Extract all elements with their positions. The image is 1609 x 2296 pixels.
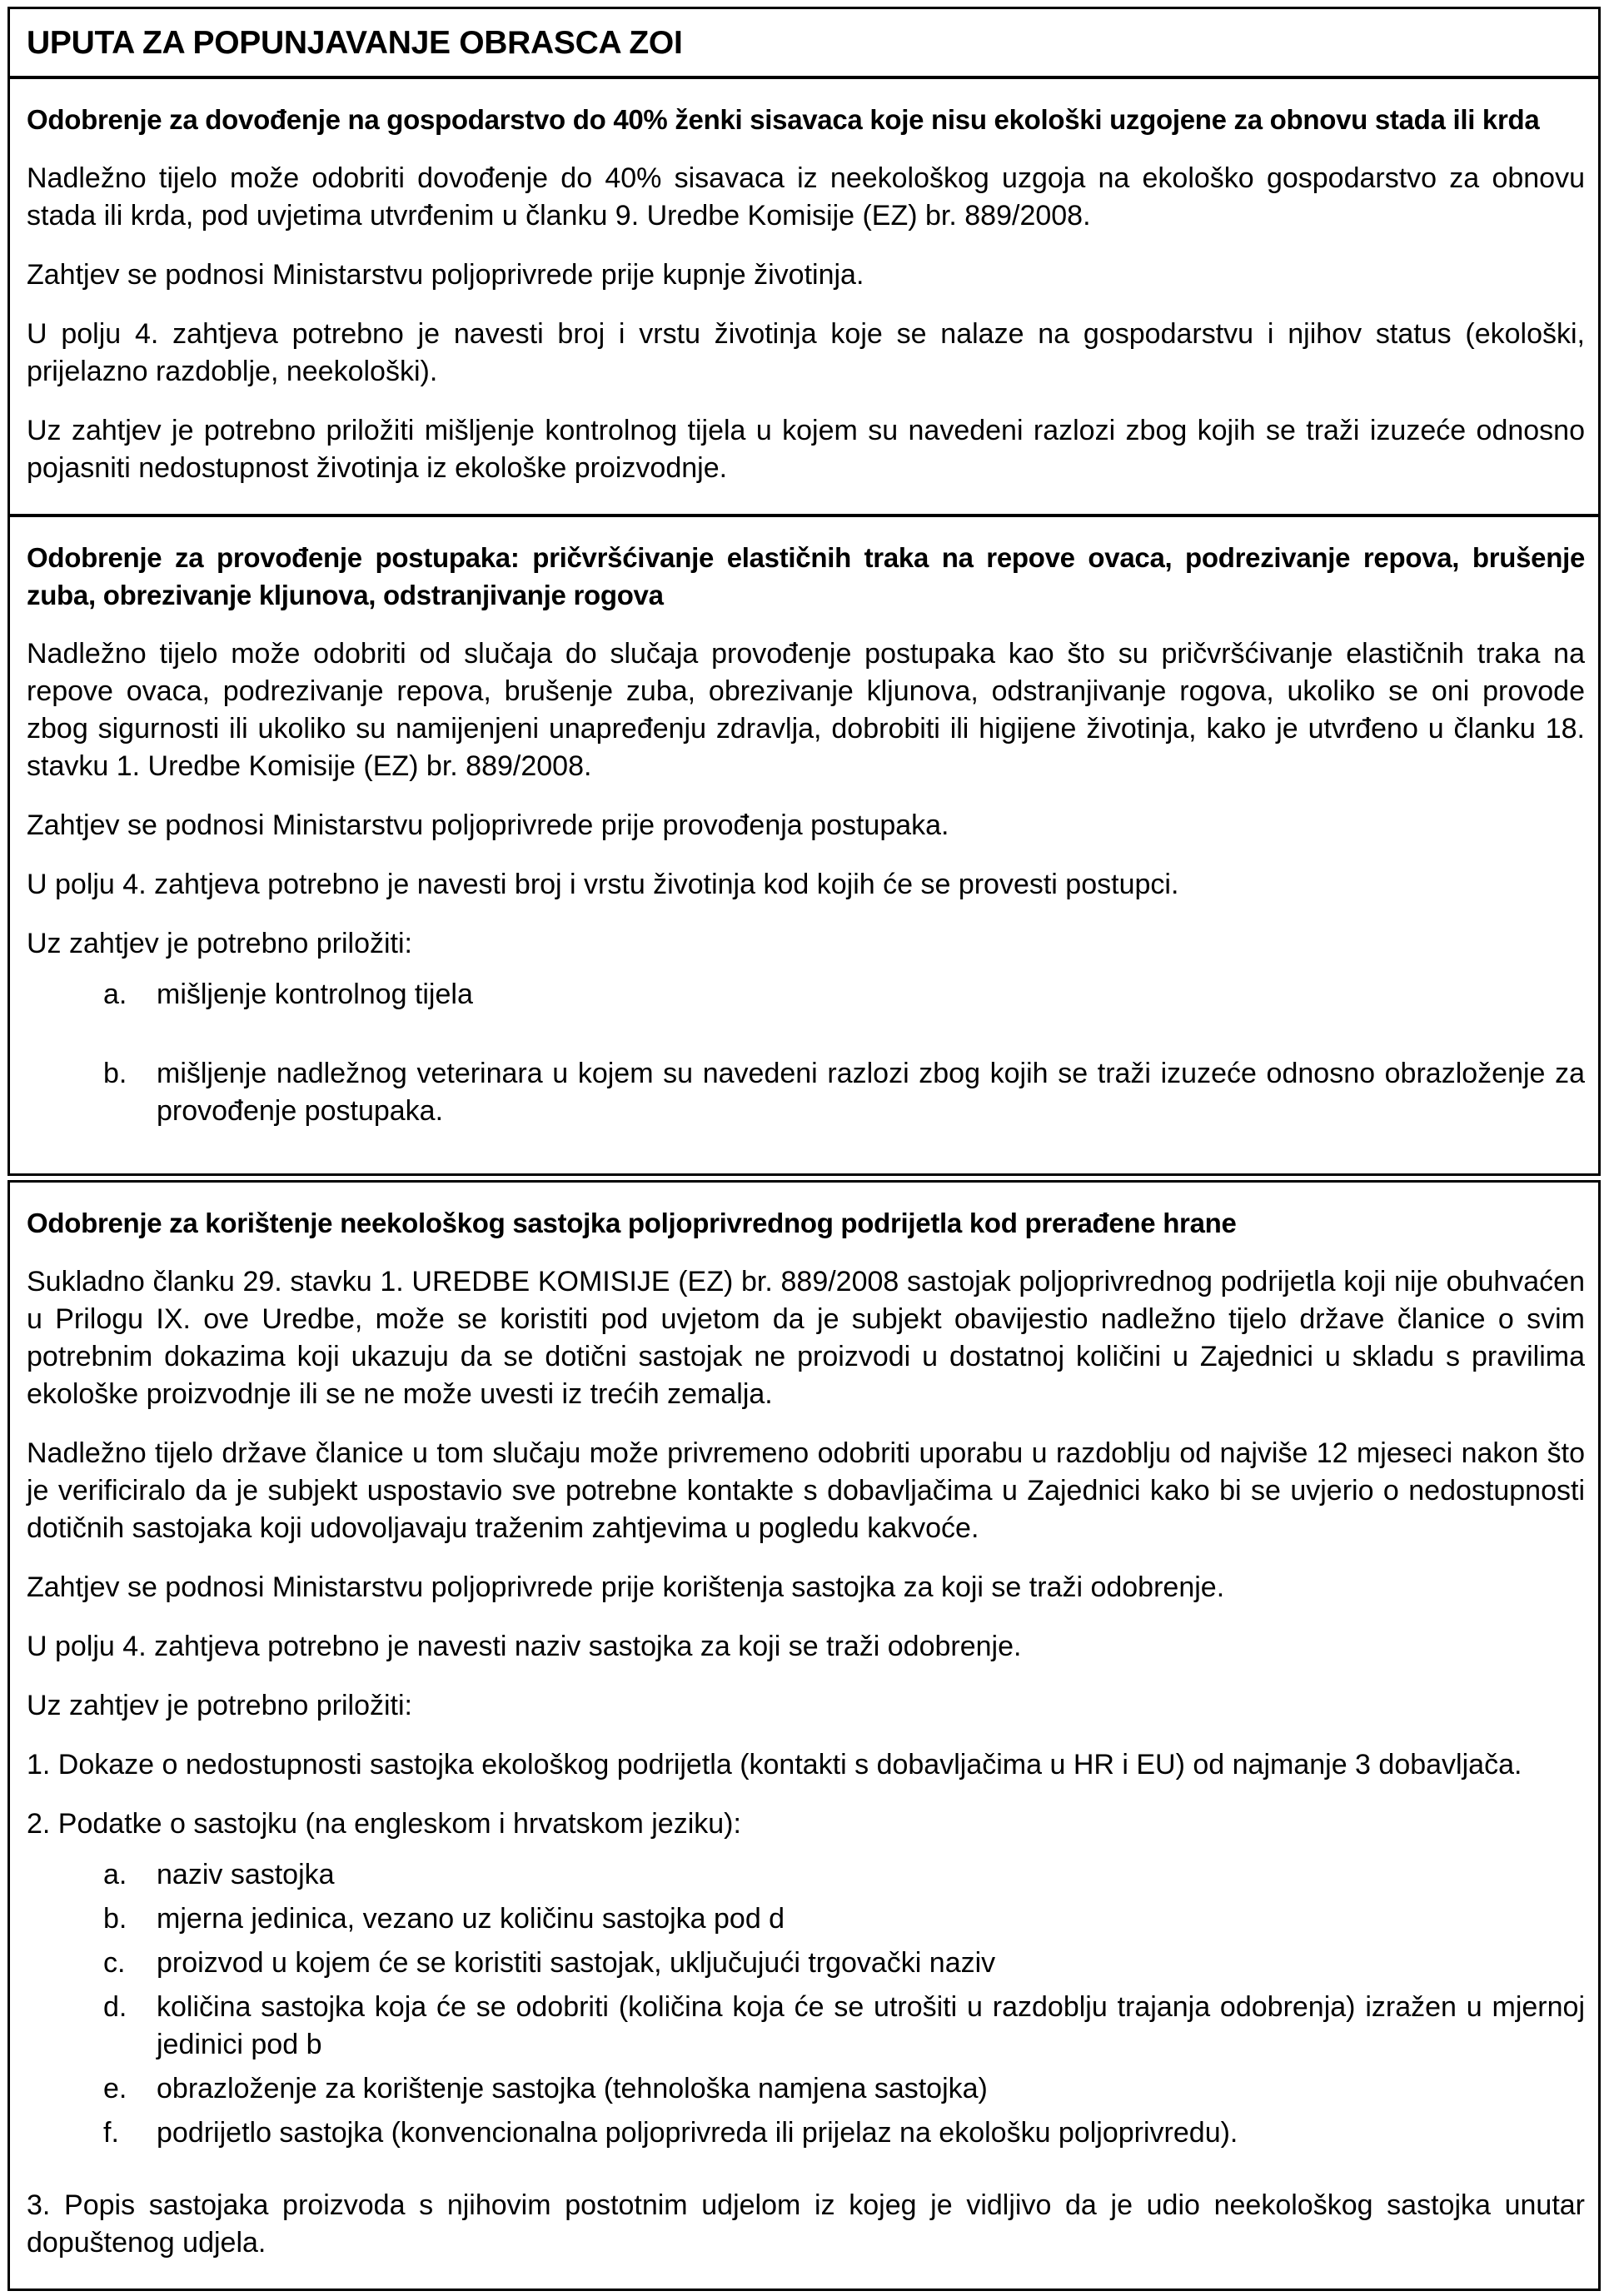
paragraph: Nadležno tijelo države članice u tom slučaju može privremeno odobriti uporabu u razdoblju od najviše 12 mjeseci nakon što je verificiralo da je subjekt uspostavio sve potrebne kontakte s dobavljačima u Zajednici kako bi se uvjerio o nedostupnosti dotičnih sastojaka koji udovoljavaju traženim zahtjevima u pogledu kakvoće. bbox=[27, 1437, 1585, 1544]
paragraph: Zahtjev se podnosi Ministarstvu poljoprivrede prije kupnje životinja. bbox=[27, 259, 864, 291]
list-item-text: proizvod u kojem će se koristiti sastojak, uključujući trgovački naziv bbox=[157, 1947, 996, 1979]
numbered-paragraph-1: 1. Dokaze o nedostupnosti sastojka ekološkog podrijetla (kontakti s dobavljačima u HR i EU) od najmanje 3 dobavljača. bbox=[27, 1749, 1522, 1781]
list-item bbox=[27, 1856, 1585, 1894]
list-item bbox=[27, 1055, 1585, 1130]
paragraph: U polju 4. zahtjeva potrebno je navesti naziv sastojka za koji se traži odobrenje. bbox=[27, 1631, 1022, 1662]
section-procedures-on-animals bbox=[10, 514, 1598, 1173]
list-marker: d. bbox=[103, 1991, 127, 2023]
list-item-text: mjerna jedinica, vezano uz količinu sastojka pod d bbox=[157, 1903, 785, 1935]
numbered-paragraph-3: 3. Popis sastojaka proizvoda s njihovim postotnim udjelom iz kojeg je vidljivo da je udio neekološkog sastojka unutar dopuštenog udjela. bbox=[27, 2189, 1585, 2259]
list-marker: f. bbox=[103, 2117, 119, 2149]
numbered-paragraph-2: 2. Podatke o sastojku (na engleskom i hrvatskom jeziku): bbox=[27, 1808, 741, 1840]
section-introduction-of-animals bbox=[10, 76, 1598, 514]
paragraph: Nadležno tijelo može odobriti dovođenje do 40% sisavaca iz neekološkog uzgoja na ekološko gospodarstvo za obnovu stada ili krda, pod uvjetima utvrđenim u članku 9. Uredbe Komisije (EZ) br. 889/2008. bbox=[27, 162, 1585, 232]
page-title: UPUTA ZA POPUNJAVANJE OBRASCA ZOI bbox=[27, 25, 683, 61]
list-item bbox=[27, 1989, 1585, 2064]
list-item-text: mišljenje kontrolnog tijela bbox=[157, 979, 473, 1010]
paragraph: Uz zahtjev je potrebno priložiti: bbox=[27, 1690, 413, 1721]
list-item bbox=[27, 1945, 1585, 1982]
paragraph: Zahtjev se podnosi Ministarstvu poljoprivrede prije korištenja sastojka za koji se traži odobrenje. bbox=[27, 1571, 1225, 1603]
paragraph: U polju 4. zahtjeva potrebno je navesti broj i vrstu životinja koje se nalaze na gospodarstvu i njihov status (ekološki, prijelazno razdoblje, neekološki). bbox=[27, 318, 1585, 387]
list-marker: e. bbox=[103, 2073, 127, 2104]
non-organic-ingredient-table bbox=[7, 1180, 1601, 2291]
list-marker: c. bbox=[103, 1947, 126, 1979]
list-item-text: podrijetlo sastojka (konvencionalna poljoprivreda ili prijelaz na ekološku poljoprivredu). bbox=[157, 2117, 1238, 2149]
paragraph: Uz zahtjev je potrebno priložiti mišljenje kontrolnog tijela u kojem su navedeni razlozi zbog kojih se traži izuzeće odnosno pojasniti nedostupnost životinja iz ekološke proizvodnje. bbox=[27, 415, 1585, 484]
list-item-text: količina sastojka koja će se odobriti (količina koja će se utrošiti u razdoblju trajanja odobrenja) izražen u mjernoj jedinici pod b bbox=[157, 1991, 1585, 2060]
list-marker: b. bbox=[103, 1903, 127, 1935]
list-marker: a. bbox=[103, 1859, 127, 1890]
list-marker: b. bbox=[103, 1058, 127, 1089]
title-row bbox=[10, 9, 1598, 76]
section-non-organic-ingredient bbox=[10, 1183, 1598, 2289]
paragraph: Nadležno tijelo može odobriti od slučaja do slučaja provođenje postupaka kao što su pričvršćivanje elastičnih traka na repove ovaca, podrezivanje repova, brušenje zuba, obrezivanje kljunova, odstranjivanje rogova, ukoliko se oni provode zbog sigurnosti ili ukoliko su namijenjeni unapređenju zdravlja, dobrobiti ili higijene životinja, kako je utvrđeno u članku 18. stavku 1. Uredbe Komisije (EZ) br. 889/2008. bbox=[27, 638, 1585, 782]
paragraph: Uz zahtjev je potrebno priložiti: bbox=[27, 928, 413, 959]
list-item-text: mišljenje nadležnog veterinara u kojem su navedeni razlozi zbog kojih se traži izuzeće odnosno obrazloženje za provođenje postupaka. bbox=[157, 1058, 1585, 1127]
paragraph: Sukladno članku 29. stavku 1. UREDBE KOMISIJE (EZ) br. 889/2008 sastojak poljoprivrednog podrijetla koji nije obuhvaćen u Prilogu IX. ove Uredbe, može se koristiti pod uvjetom da je subjekt obavijestio nadležno tijelo države članice o svim potrebnim dokazima koji ukazuju da se dotični sastojak ne proizvodi u dostatnoj količini u Zajednici u skladu s pravilima ekološke proizvodnje ili se ne može uvesti iz trećih zemalja. bbox=[27, 1266, 1585, 1410]
paragraph: U polju 4. zahtjeva potrebno je navesti broj i vrstu životinja kod kojih će se provesti postupci. bbox=[27, 869, 1179, 900]
list-item bbox=[27, 976, 1585, 1014]
list-item-text: obrazloženje za korištenje sastojka (tehnološka namjena sastojka) bbox=[157, 2073, 988, 2104]
list-marker: a. bbox=[103, 979, 127, 1010]
list-item bbox=[27, 1900, 1585, 1938]
section-heading: Odobrenje za provođenje postupaka: pričvršćivanje elastičnih traka na repove ovaca, podrezivanje repova, brušenje zuba, obrezivanje kljunova, odstranjivanje rogova bbox=[27, 542, 1585, 610]
list-item bbox=[27, 2114, 1585, 2152]
list-item-text: naziv sastojka bbox=[157, 1859, 335, 1890]
paragraph: Zahtjev se podnosi Ministarstvu poljoprivrede prije provođenja postupaka. bbox=[27, 809, 949, 841]
instructions-table bbox=[7, 7, 1601, 1176]
section-heading: Odobrenje za korištenje neekološkog sastojka poljoprivrednog podrijetla kod prerađene hrane bbox=[27, 1208, 1237, 1238]
section-heading: Odobrenje za dovođenje na gospodarstvo do 40% ženki sisavaca koje nisu ekološki uzgojene za obnovu stada ili krda bbox=[27, 104, 1540, 135]
list-item bbox=[27, 2070, 1585, 2108]
